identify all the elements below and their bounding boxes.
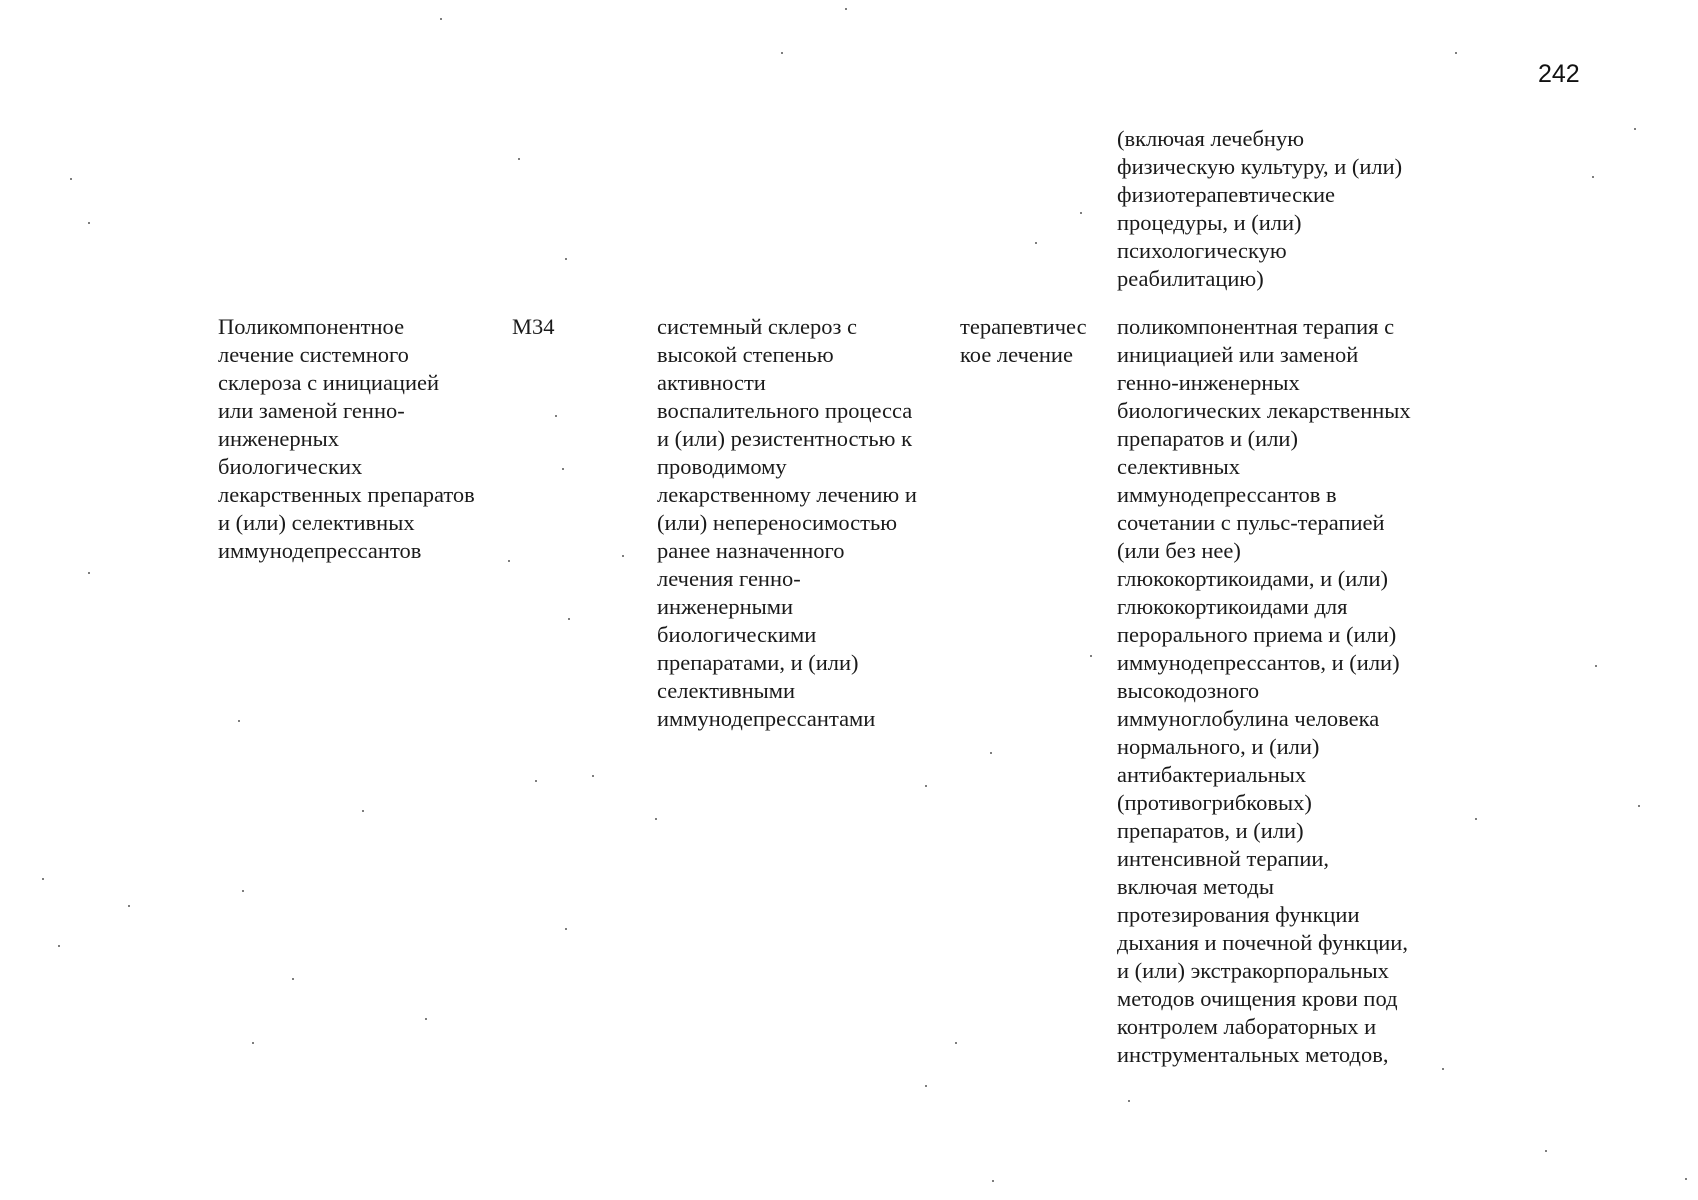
patient-model-cell: системный склероз с высокой степенью активности воспалительного процесса и (или) резистентностью к проводимому лекарственному лечению и (или) непереносимостью ранее назначенного лечения генно- инженерными биологическими препаратами, и (или) селективными иммунодепрессантами [657,314,917,731]
method-continuation-text: (включая лечебную физическую культуру, и (или) физиотерапевтические процедуры, и (или) психологическую реабилитацию) [1117,126,1403,291]
treatment-name-cell: Поликомпонентное лечение системного склероза с инициацией или заменой генно- инженерных биологических лекарственных препаратов и (или) селективных иммунодепрессантов [218,314,475,563]
icd-code-cell: M34 [512,314,555,339]
page-number: 242 [1538,60,1580,88]
treatment-method-cell: поликомпонентная терапия с инициацией или заменой генно-инженерных биологических лекарственных препаратов и (или) селективных иммунодепрессантов в сочетании с пульс-терапией (или без нее) глюкокортикоидами, и (или) глюкокортикоидами для перорального приема и (или) иммунодепрессантов, и (или) высокодозного иммуноглобулина человека нормального, и (или) антибактериальных (противогрибковых) препаратов, и (или) интенсивной терапии, включая методы протезирования функции дыхания и почечной функции, и (или) экстракорпоральных методов очищения крови под контролем лабораторных и инструментальных методов, [1117,314,1411,1067]
treatment-type-cell: терапевтичес кое лечение [960,314,1087,367]
